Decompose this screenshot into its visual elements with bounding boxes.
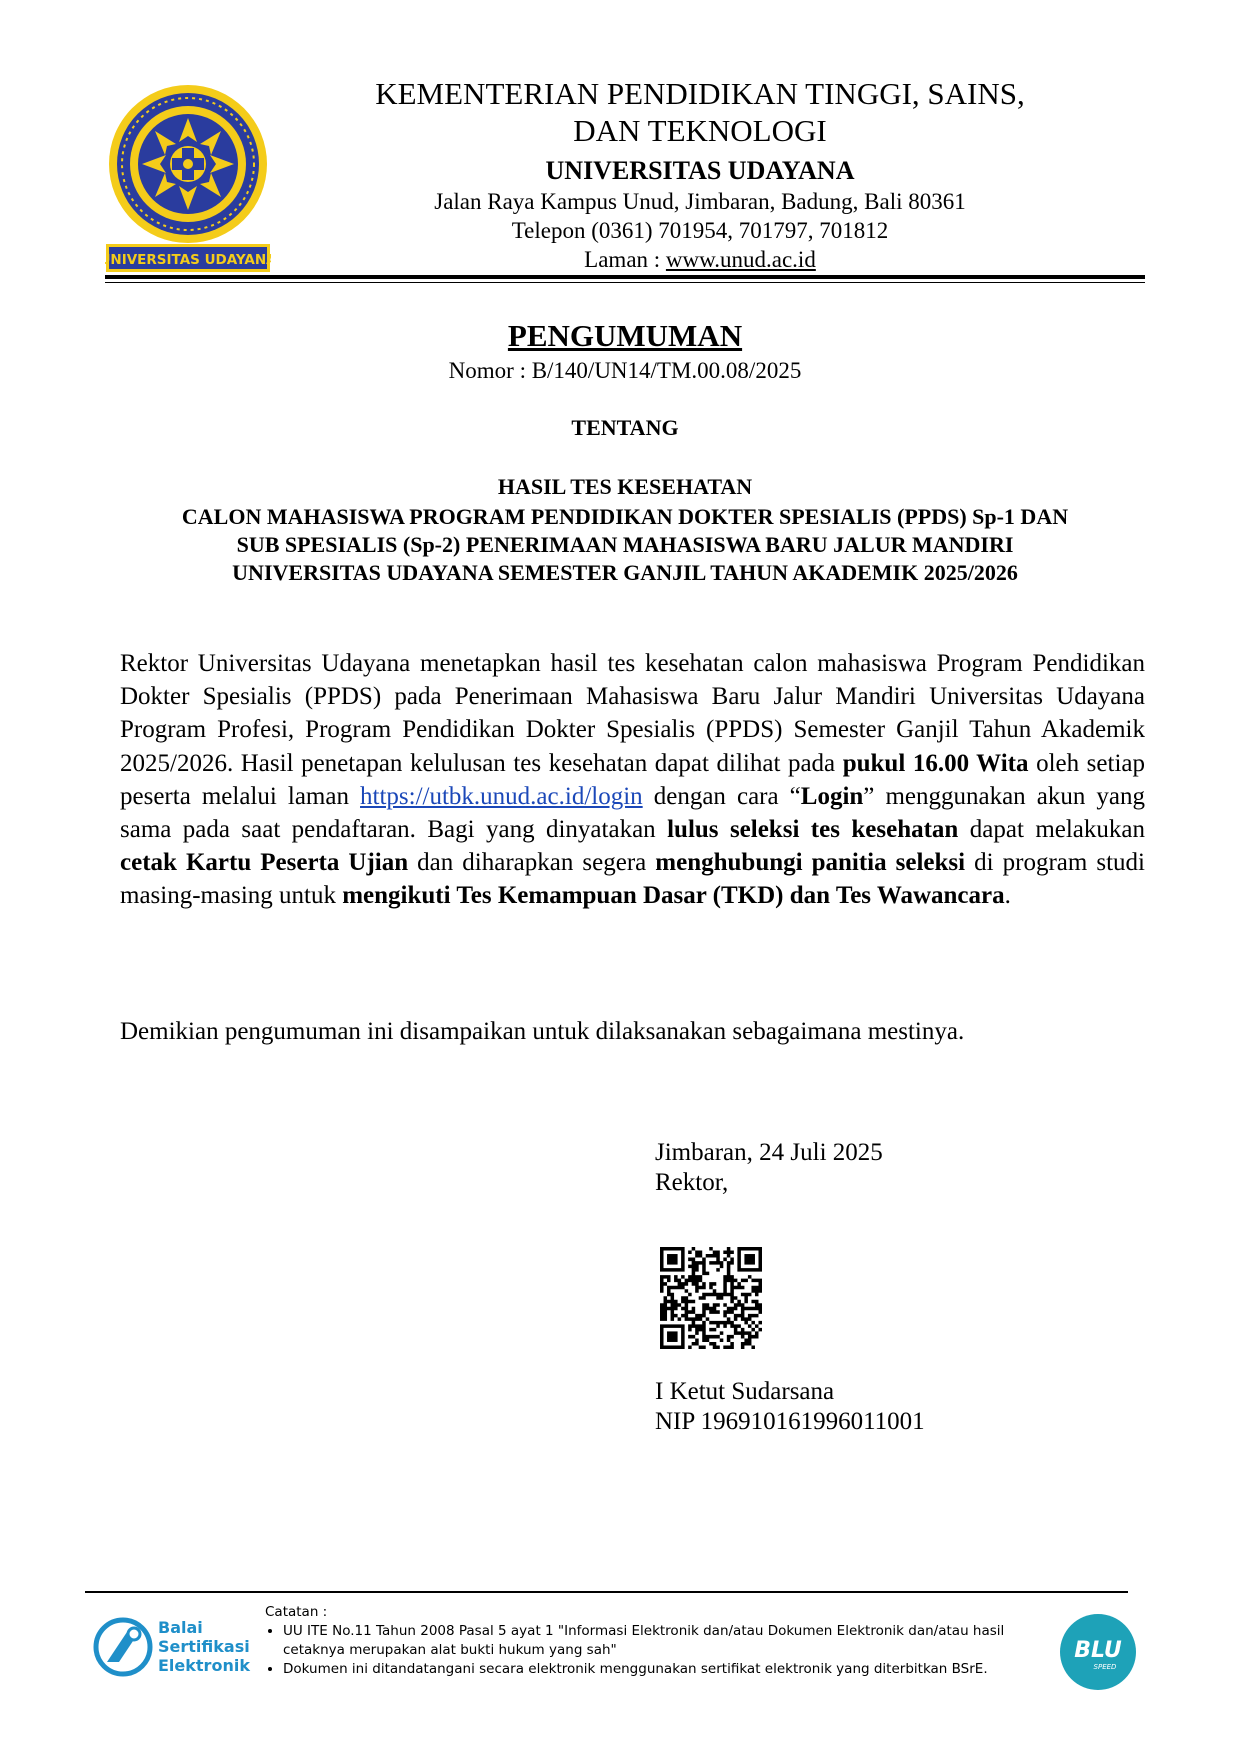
signature-place-date: Jimbaran, 24 Juli 2025 <box>655 1139 883 1166</box>
blu-speed-logo <box>1059 1613 1137 1691</box>
bsre-label-2: Sertifikasi <box>158 1637 250 1656</box>
signatory-name: I Ketut Sudarsana <box>655 1378 835 1405</box>
signature-role: Rektor, <box>655 1169 729 1196</box>
body-text-1: Rektor Universitas Udayana menetapkan hasil tes kesehatan calon mahasiswa Program Pendidikan Dokter Spesialis (PPDS) pada Penerimaan Mahasiswa Baru Jalur Mandiri Universitas Udayana Program Profesi, Program Pendidikan Dokter Spesialis (PPDS) Semester Ganjil Tahun Akademik 2025/2026. Hasil penetapan kelulusan tes kesehatan dapat dilihat pada <box>120 650 1145 777</box>
subject-line-4: UNIVERSITAS UDAYANA SEMESTER GANJIL TAHUN AKADEMIK 2025/2026 <box>232 560 1018 585</box>
university-website-line <box>300 248 1100 271</box>
announcement-paragraph <box>120 647 1145 913</box>
body-bold-panitia: menghubungi panitia seleksi <box>655 849 966 877</box>
body-text-4: ” menggunakan akun yang sama pada saat pendaftaran. Bagi yang dinyatakan <box>120 782 1145 844</box>
footer-note-item: • UU ITE No.11 Tahun 2008 Pasal 5 ayat 1 "Informasi Elektronik dan/atau Dokumen Elektronik dan/atau hasil cetaknya merupakan alat bukti hukum yang sah" <box>283 1622 1055 1660</box>
footer-note-item: • Dokumen ini ditandatangani secara elektronik menggunakan sertifikat elektronik yang diterbitkan BSrE. <box>283 1660 1055 1679</box>
closing-sentence: Demikian pengumuman ini disampaikan untuk dilaksanakan sebagaimana mestinya. <box>120 1018 965 1045</box>
signatory-nip: NIP 196910161996011001 <box>655 1408 925 1435</box>
subject-line-3: SUB SPESIALIS (Sp-2) PENERIMAAN MAHASISWA BARU JALUR MANDIRI <box>236 532 1014 557</box>
body-text-2: oleh setiap peserta melalui laman <box>120 749 1145 810</box>
body-bold-time: pukul 16.00 Wita <box>842 749 1029 777</box>
university-name: UNIVERSITAS UDAYANA <box>545 156 855 185</box>
body-text-3: dengan cara “ <box>642 782 801 810</box>
body-text-6: dan diharapkan segera <box>408 849 656 877</box>
footer-notes <box>265 1603 1055 1679</box>
university-address: Jalan Raya Kampus Unud, Jimbaran, Badung, Bali 80361 <box>434 189 966 214</box>
letterhead-rule-thin <box>105 282 1145 283</box>
body-text-7: di program studi masing-masing untuk <box>120 849 1145 910</box>
subject-line-2: CALON MAHASISWA PROGRAM PENDIDIKAN DOKTER SPESIALIS (PPDS) Sp-1 DAN <box>181 504 1069 529</box>
ministry-line-1: KEMENTERIAN PENDIDIKAN TINGGI, SAINS, <box>375 76 1025 111</box>
bsre-label-3: Elektronik <box>158 1656 250 1675</box>
tentang-label: TENTANG <box>571 415 679 440</box>
bsre-label-1: Balai <box>158 1618 203 1637</box>
logo-banner-text: UNIVERSITAS UDAYANA <box>105 252 271 268</box>
website-link[interactable]: www.unud.ac.id <box>665 247 816 272</box>
subject-line-1: HASIL TES KESEHATAN <box>497 474 753 499</box>
signature-qr-code <box>660 1247 762 1349</box>
body-bold-login: Login <box>800 782 864 810</box>
document-number: Nomor : B/140/UN14/TM.00.08/2025 <box>448 358 802 383</box>
body-bold-cetak: cetak Kartu Peserta Ujian <box>120 849 409 877</box>
ministry-line-2: DAN TEKNOLOGI <box>573 113 827 148</box>
login-url-link[interactable]: https://utbk.unud.ac.id/login <box>360 782 643 810</box>
blu-sub-text: SPEED <box>1093 1663 1117 1671</box>
footer-note-title: Catatan : <box>265 1604 328 1620</box>
blu-text: BLU <box>1074 1638 1122 1663</box>
bsre-logo <box>93 1612 263 1682</box>
body-text-8: . <box>1004 882 1011 910</box>
university-logo <box>105 84 271 274</box>
footer-note-list <box>265 1622 1055 1679</box>
body-bold-tkd: mengikuti Tes Kemampuan Dasar (TKD) dan Tes Wawancara <box>342 882 1005 910</box>
document-title: PENGUMUMAN <box>507 318 743 353</box>
body-bold-lulus: lulus seleksi tes kesehatan <box>667 816 959 844</box>
website-prefix: Laman : <box>584 247 666 272</box>
university-phone: Telepon (0361) 701954, 701797, 701812 <box>511 218 889 243</box>
letterhead-rule-thick <box>105 275 1145 279</box>
body-text-5: dapat melakukan <box>958 816 1146 844</box>
footer-rule <box>85 1591 1128 1593</box>
